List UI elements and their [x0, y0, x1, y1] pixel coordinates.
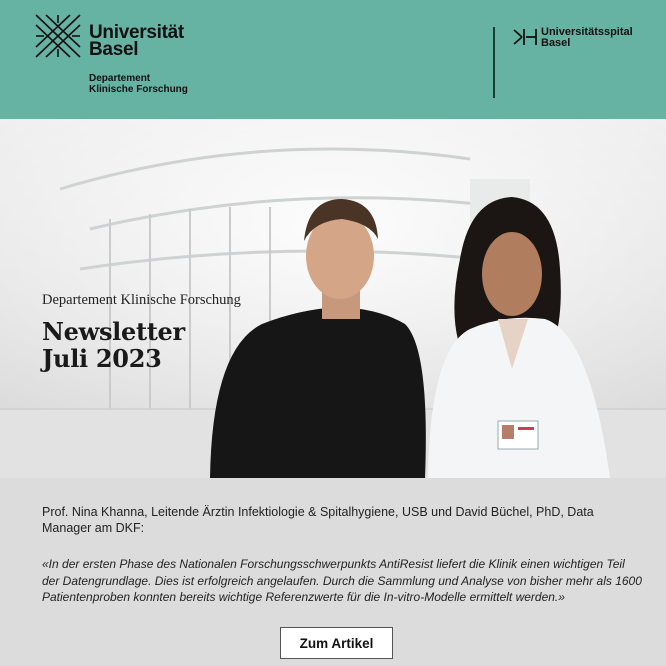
- hospital-name: Universitätsspital Basel: [541, 26, 633, 49]
- hero-subtitle: Departement Klinische Forschung: [42, 292, 241, 308]
- article-quote: «In der ersten Phase des Nationalen Forschungsschwerpunkts AntiResist liefert die Klinik einen wichtigen Teil der Datengrundlage. Dies ist erfolgreich angelaufen. Durch die Sammlung und Analyse von bisher mehr als 1600 Patientenproben konnten bereits wichtige Referenzwerte für die In-vitro-Modelle ermittelt werden.»: [42, 557, 642, 604]
- header-divider: [493, 27, 495, 98]
- hero-title: Newsletter Juli 2023: [42, 317, 185, 373]
- university-logo-icon: [34, 13, 82, 59]
- hero-banner: [0, 119, 666, 478]
- read-article-button[interactable]: Zum Artikel: [280, 627, 393, 659]
- university-name: Universität Basel: [89, 22, 184, 60]
- department-name: Departement Klinische Forschung: [89, 73, 188, 95]
- hospital-logo-icon: [512, 28, 538, 46]
- header-bar: [0, 0, 666, 119]
- article-intro: Prof. Nina Khanna, Leitende Ärztin Infektiologie & Spitalhygiene, USB und David Büchel, PhD, Data Manager am DKF:: [42, 505, 594, 535]
